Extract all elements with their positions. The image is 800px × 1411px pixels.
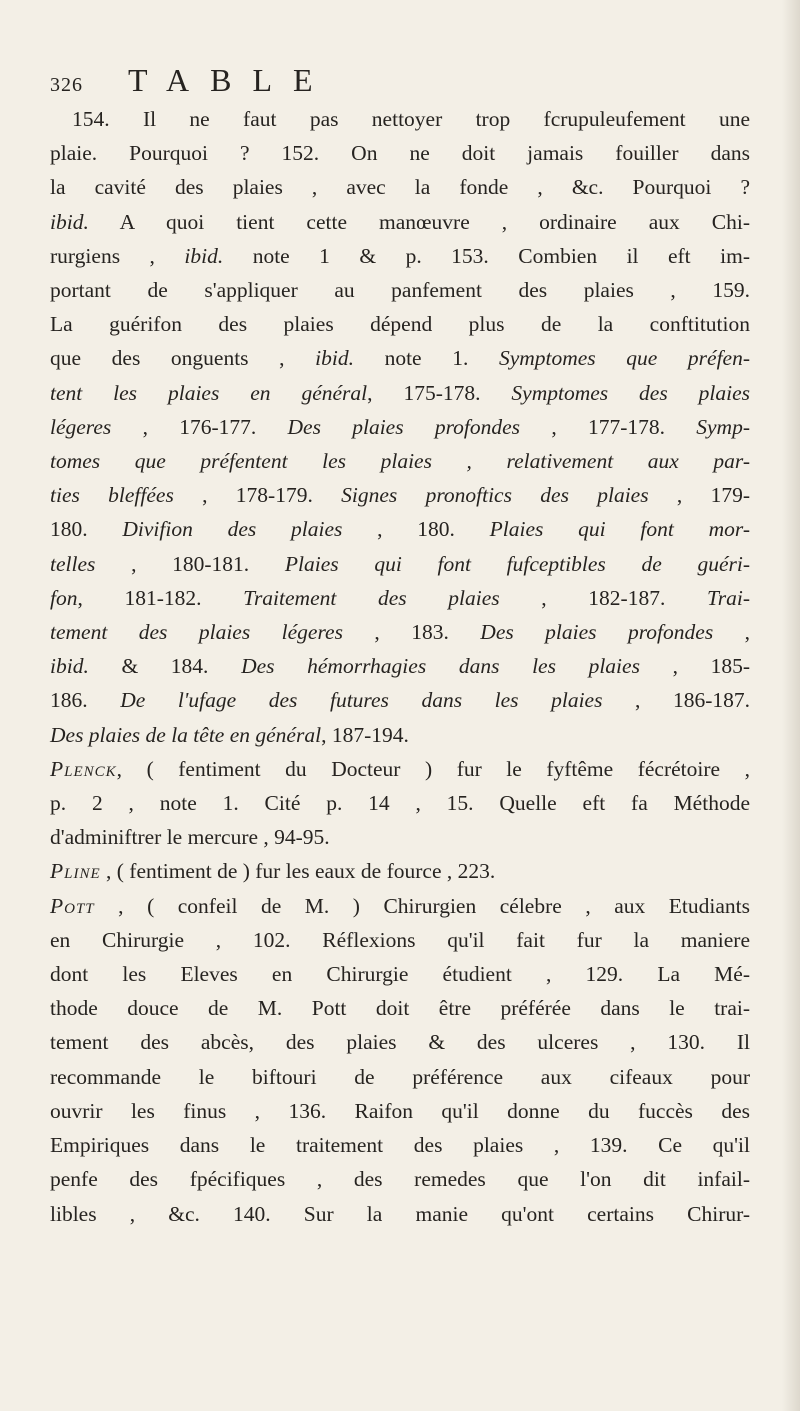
text-line (50, 1094, 750, 1128)
text-run: en Chirurgie , 102. Réflexions qu'il fait fur la maniere (50, 927, 750, 952)
text-run: , ( fentiment du Docteur ) fur le fyftême fécrétoire , (116, 756, 750, 781)
page-edge-shadow (782, 0, 800, 1411)
text-run: , 185- (639, 654, 750, 679)
text-run: Trai- (706, 585, 750, 610)
text-run: Plaies qui font fufceptibles de guéri- (284, 551, 750, 576)
text-run: 180. (50, 517, 123, 542)
text-run: , 178-179. (173, 483, 342, 508)
text-line (50, 991, 750, 1025)
text-run: tent les plaies en général (50, 380, 368, 405)
text-line (50, 273, 750, 307)
text-run: , (713, 620, 751, 645)
text-run: Traitement des plaies (243, 585, 500, 610)
text-run: , ( confeil de M. ) Chirurgien célebre , aux Etudiants (94, 893, 750, 918)
text-run: note 1 & p. 153. Combien il eft im- (223, 243, 750, 268)
text-line (50, 649, 750, 683)
page-header (50, 62, 570, 102)
text-run: portant de s'appliquer au panfement des plaies , 159. (50, 278, 750, 303)
text-run: Plaies qui font mor- (489, 517, 750, 542)
index-text-block (50, 102, 750, 1231)
text-line (50, 889, 750, 923)
text-run: la cavité des plaies , avec la fonde , &c. Pourquoi ? (50, 175, 750, 200)
text-run: , 175-178. (367, 380, 512, 405)
text-run: Signes pronoftics des plaies (341, 483, 649, 508)
text-run: légeres (50, 414, 112, 439)
text-line (50, 136, 750, 170)
text-run: 154. Il ne faut pas nettoyer trop fcrupuleufement une (72, 107, 750, 131)
text-line (50, 1197, 750, 1231)
text-run: Des plaies de la tête en général (50, 722, 322, 747)
text-line (50, 307, 750, 341)
text-run: tement des abcès, des plaies & des ulceres , 130. Il (50, 1030, 750, 1055)
page-title: TABLE (128, 62, 334, 98)
text-run: , 182-187. (499, 585, 707, 610)
text-run: p. 2 , note 1. Cité p. 14 , 15. Quelle eft fa Méthode (50, 791, 750, 816)
page-number: 326 (50, 74, 83, 96)
text-run: plaie. Pourquoi ? 152. On ne doit jamais fouiller dans (50, 141, 750, 166)
text-run: ouvrir les finus , 136. Raifon qu'il donne du fuccès des (50, 1098, 750, 1123)
text-run: , 186-187. (602, 688, 750, 713)
text-line (50, 820, 750, 854)
text-run: La guérifon des plaies dépend plus de la conftitution (50, 312, 750, 337)
text-run: Symptomes des plaies (511, 380, 750, 405)
text-run: Empiriques dans le traitement des plaies , 139. Ce qu'il (50, 1133, 750, 1158)
text-line (50, 683, 750, 717)
text-line (50, 102, 750, 136)
text-run: ibid. (184, 243, 224, 268)
text-run: que des onguents , (50, 346, 316, 371)
text-run: rurgiens , (50, 243, 185, 268)
text-line (50, 786, 750, 820)
text-line (50, 547, 750, 581)
text-run: , 179- (648, 483, 750, 508)
text-run: ibid. (315, 346, 354, 371)
text-line (50, 376, 750, 410)
text-run: tomes que préfentent les plaies , relativement aux par- (50, 449, 750, 474)
text-run: recommande le biftouri de préférence aux cifeaux pour (50, 1064, 750, 1089)
text-line (50, 854, 750, 888)
text-line (50, 1128, 750, 1162)
text-line (50, 957, 750, 991)
text-line (50, 410, 750, 444)
text-line (50, 170, 750, 204)
text-run: penfe des fpécifiques , des remedes que l'on dit infail- (50, 1167, 750, 1192)
text-run: ibid. (50, 209, 89, 234)
text-line (50, 1060, 750, 1094)
text-run: , 180-181. (95, 551, 285, 576)
text-line (50, 615, 750, 649)
text-run: , 180. (342, 517, 490, 542)
text-run: ties bleffées (50, 483, 174, 508)
text-line (50, 718, 750, 752)
text-run: thode douce de M. Pott doit être préférée dans le trai- (50, 996, 750, 1021)
text-run: & 184. (88, 654, 242, 679)
text-line (50, 1162, 750, 1196)
index-entry-name: Pott (50, 893, 95, 918)
index-entry-name: Plenck (50, 756, 117, 781)
text-run: fon (50, 585, 78, 610)
text-run: Des plaies profondes (480, 620, 714, 645)
text-line (50, 1025, 750, 1059)
text-run: De l'ufage des futures dans les plaies (120, 688, 603, 713)
text-line (50, 581, 750, 615)
text-line (50, 341, 750, 375)
text-run: Symp- (696, 414, 750, 439)
text-run: Des plaies profondes (287, 414, 521, 439)
text-line (50, 478, 750, 512)
text-run: telles (50, 551, 96, 576)
text-run: tement des plaies légeres (50, 620, 343, 645)
text-run: libles , &c. 140. Sur la manie qu'ont certains Chirur- (50, 1201, 750, 1226)
text-run: , 181-182. (77, 585, 244, 610)
text-run: 186. (50, 688, 121, 713)
index-entry-name: Pline (50, 859, 101, 884)
text-line (50, 923, 750, 957)
text-line (50, 752, 750, 786)
text-run: , 176-177. (111, 414, 288, 439)
text-run: note 1. (353, 346, 499, 371)
text-line (50, 205, 750, 239)
text-line (50, 512, 750, 546)
text-line (50, 239, 750, 273)
text-run: d'adminiftrer le mercure , 94-95. (50, 825, 330, 850)
text-run: Divifion des plaies (122, 517, 343, 542)
text-run: , 187-194. (321, 722, 409, 747)
text-run: , 177-178. (520, 414, 697, 439)
text-run: Des hémorrhagies dans les plaies (241, 654, 640, 679)
text-run: Symptomes que préfen- (498, 346, 751, 371)
text-run: ibid. (50, 654, 89, 679)
text-run: , 183. (342, 620, 481, 645)
text-run: dont les Eleves en Chirurgie étudient , 129. La Mé- (50, 962, 750, 987)
text-run: A quoi tient cette manœuvre , ordinaire aux Chi- (88, 209, 750, 234)
text-line (50, 444, 750, 478)
text-run: , ( fentiment de ) fur les eaux de fource , 223. (100, 859, 496, 884)
